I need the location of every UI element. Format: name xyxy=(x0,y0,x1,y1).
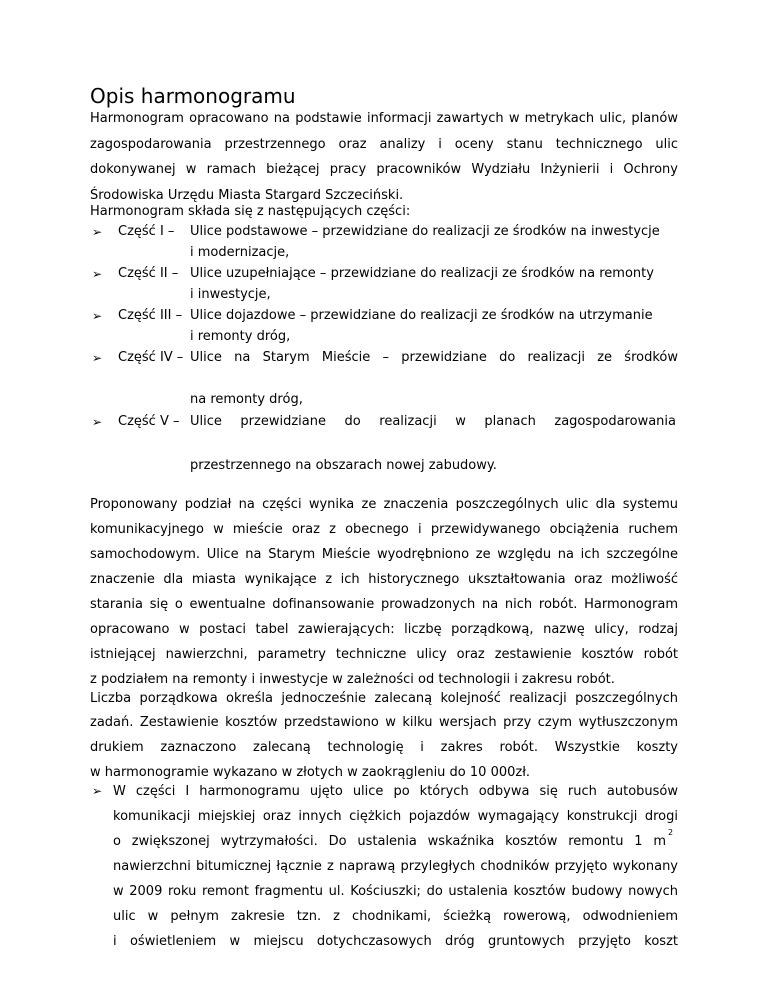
paragraph-line: starania się o ewentualne dofinansowanie prowadzonych na nich robót. Harmonogram xyxy=(90,597,678,612)
part-text: Ulice uzupełniające – przewidziane do realizacji ze środków na remonty xyxy=(190,266,654,281)
part-label: Część IV – xyxy=(118,350,184,365)
bullet-icon: ➢ xyxy=(92,351,103,365)
part-text: Ulice przewidziane do realizacji w planach zagospodarowania xyxy=(190,414,676,429)
paragraph-line: Proponowany podział na części wynika ze znaczenia poszczególnych ulic dla systemu xyxy=(90,497,678,512)
bullet-paragraph-line: nawierzchni bitumicznej łącznie z naprawą przyległych chodników przyjęto wykonany xyxy=(113,859,678,874)
bullet-icon: ➢ xyxy=(92,225,103,239)
intro-line: dokonywanej w ramach bieżącej pracy pracowników Wydziału Inżynierii i Ochrony xyxy=(90,162,678,177)
intro-line: Harmonogram składa się z następujących części: xyxy=(90,204,411,219)
part-label: Część V – xyxy=(118,414,180,429)
part-cont: i remonty dróg, xyxy=(190,329,291,344)
bullet-icon: ➢ xyxy=(92,267,103,281)
bullet-paragraph-line: w 2009 roku remont fragmentu ul. Kościuszki; do ustalenia kosztów budowy nowych xyxy=(113,884,678,899)
intro-line: Środowiska Urzędu Miasta Stargard Szczeciński. xyxy=(90,188,404,203)
part-cont: przestrzennego na obszarach nowej zabudowy. xyxy=(190,458,497,473)
part-label: Część II – xyxy=(118,266,179,281)
part-label: Część I – xyxy=(118,224,175,239)
bullet-paragraph-line: i oświetleniem w miejscu dotychczasowych dróg gruntowych przyjęto koszt xyxy=(113,934,678,949)
bullet-paragraph-line: o zwiększonej wytrzymałości. Do ustalenia wskaźnika kosztów remontu 1 m xyxy=(113,834,666,849)
paragraph-line: znaczenie dla miasta wynikające z ich historycznego ukształtowania oraz możliwość xyxy=(90,572,678,587)
bullet-paragraph-line: W części I harmonogramu ujęto ulice po których odbywa się ruch autobusów xyxy=(113,784,678,799)
paragraph-line: w harmonogramie wykazano w złotych w zaokrągleniu do 10 000zł. xyxy=(90,765,531,780)
bullet-paragraph-line: ulic w pełnym zakresie tzn. z chodnikami, ścieżką rowerową, odwodnieniem xyxy=(113,909,678,924)
paragraph-line: z podziałem na remonty i inwestycje w zależności od technologii i zakresu robót. xyxy=(90,672,615,687)
intro-line: Harmonogram opracowano na podstawie informacji zawartych w metrykach ulic, planów xyxy=(90,111,678,126)
paragraph-line: drukiem zaznaczono zalecaną technologię i zakres robót. Wszystkie koszty xyxy=(90,740,678,755)
bullet-icon: ➢ xyxy=(92,784,103,798)
part-cont: i inwestycje, xyxy=(190,287,271,302)
bullet-paragraph-line: komunikacji miejskiej oraz innych ciężkich pojazdów wymagający konstrukcji drogi xyxy=(113,809,678,824)
paragraph-line: komunikacyjnego w mieście oraz z obecnego i przewidywanego obciążenia ruchem xyxy=(90,522,678,537)
part-text: Ulice na Starym Mieście – przewidziane do realizacji ze środków xyxy=(190,350,678,365)
intro-line: zagospodarowania przestrzennego oraz analizy i oceny stanu technicznego ulic xyxy=(90,137,678,152)
part-text: Ulice dojazdowe – przewidziane do realizacji ze środków na utrzymanie xyxy=(190,308,653,323)
bullet-icon: ➢ xyxy=(92,415,103,429)
superscript: 2 xyxy=(668,828,674,837)
page-title: Opis harmonogramu xyxy=(90,84,296,108)
part-cont: na remonty dróg, xyxy=(190,392,303,407)
paragraph-line: samochodowym. Ulice na Starym Mieście wyodrębniono ze względu na ich szczególne xyxy=(90,547,678,562)
part-label: Część III – xyxy=(118,308,183,323)
paragraph-line: zadań. Zestawienie kosztów przedstawiono w kilku wersjach przy czym wytłuszczonym xyxy=(90,715,678,730)
part-text: Ulice podstawowe – przewidziane do realizacji ze środków na inwestycje xyxy=(190,224,660,239)
paragraph-line: opracowano w postaci tabel zawierających: liczbę porządkową, nazwę ulicy, rodzaj xyxy=(90,622,678,637)
part-cont: i modernizacje, xyxy=(190,245,290,260)
paragraph-line: istniejącej nawierzchni, parametry techniczne ulicy oraz zestawienie kosztów robót xyxy=(90,647,678,662)
paragraph-line: Liczba porządkowa określa jednocześnie zalecaną kolejność realizacji poszczególnych xyxy=(90,691,678,706)
bullet-icon: ➢ xyxy=(92,309,103,323)
